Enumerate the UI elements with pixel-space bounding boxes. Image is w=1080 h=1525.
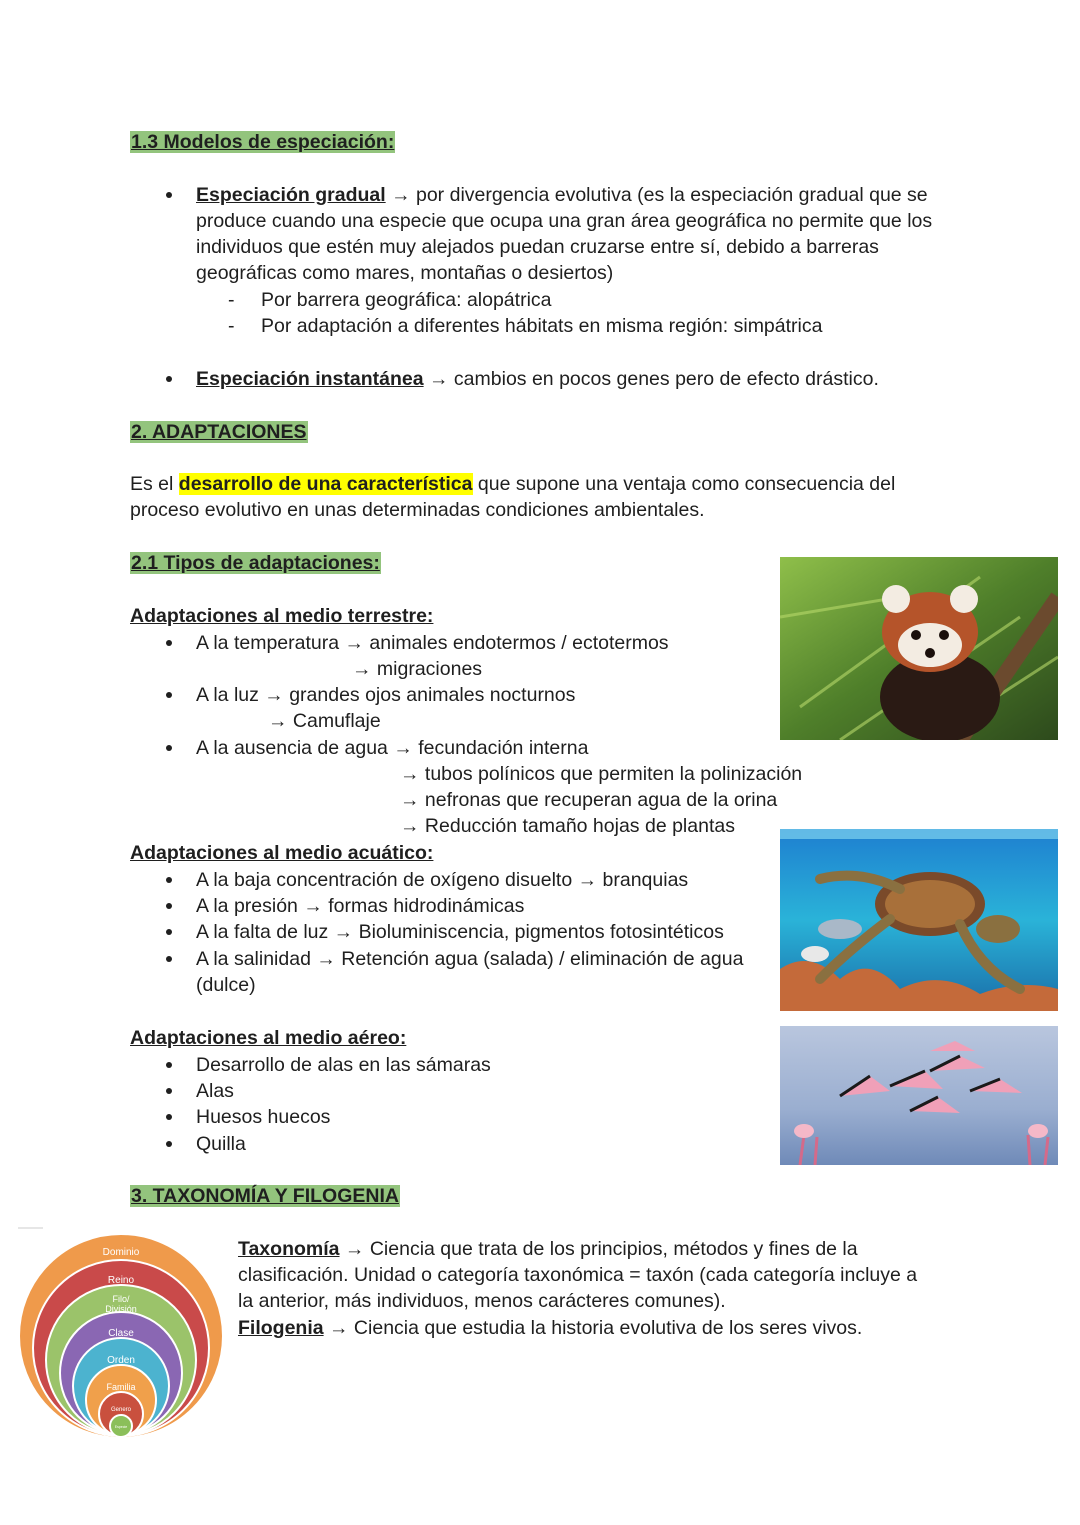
- terrestre-item-agua: A la ausencia de agua → fecundación interna: [196, 737, 589, 759]
- highlighted-definition: desarrollo de una característica: [178, 473, 473, 495]
- gradual-line-1: Especiación gradual → por divergencia evolutiva (es la especiación gradual que se: [196, 184, 928, 206]
- flamingos-photo: [780, 1026, 1058, 1165]
- bullet: [166, 376, 172, 382]
- taxonomy-label-4: Clase: [108, 1328, 134, 1339]
- taxonomy-label-8: Especie: [114, 1425, 128, 1429]
- bullet: [166, 1062, 172, 1068]
- taxonomy-label-3: Filo/ División: [105, 1294, 137, 1314]
- section-heading-2-1: 2.1 Tipos de adaptaciones:: [131, 552, 380, 574]
- bullet: [166, 903, 172, 909]
- gradual-line-4: geográficas como mares, montañas o desiertos): [196, 262, 614, 284]
- adaptaciones-paragraph-line-1: Es el desarrollo de una característica que supone una ventaja como consecuencia del: [130, 473, 896, 495]
- taxonomy-diagram: [18, 1230, 228, 1442]
- bullet: [166, 929, 172, 935]
- section-heading-1-3: 1.3 Modelos de especiación:: [131, 131, 395, 153]
- bullet: [166, 745, 172, 751]
- bullet: [166, 640, 172, 646]
- red-panda-photo: [780, 557, 1058, 740]
- bullet: [166, 1088, 172, 1094]
- terrestre-item-luz: A la luz → grandes ojos animales nocturnos: [196, 684, 576, 706]
- bullet: [166, 692, 172, 698]
- bullet: [166, 1141, 172, 1147]
- terrestre-item-tubos: → tubos polínicos que permiten la polinización: [400, 763, 803, 785]
- terrestre-item-temperatura: A la temperatura → animales endotermos / ectotermos: [196, 632, 669, 654]
- taxonomy-label-7: Genero: [110, 1407, 132, 1413]
- acuatico-title: Adaptaciones al medio acuático:: [130, 842, 434, 864]
- aereo-item-huesos: Huesos huecos: [196, 1106, 331, 1128]
- bullet: [166, 956, 172, 962]
- instantanea-term: Especiación instantánea: [196, 368, 424, 390]
- terrestre-item-camuflaje: → Camuflaje: [268, 710, 381, 732]
- taxonomy-label-6: Familia: [106, 1382, 136, 1392]
- divider: [18, 1227, 43, 1229]
- aereo-item-alas: Alas: [196, 1080, 234, 1102]
- dash: -: [228, 315, 235, 337]
- sub-item-simpatrica: Por adaptación a diferentes hábitats en misma región: simpátrica: [261, 315, 823, 337]
- terrestre-item-migraciones: → migraciones: [352, 658, 483, 680]
- aereo-item-samaras: Desarrollo de alas en las sámaras: [196, 1054, 491, 1076]
- filogenia-term: Filogenia: [238, 1317, 324, 1339]
- taxonomy-label-2: Reino: [107, 1275, 135, 1286]
- bullet: [166, 877, 172, 883]
- terrestre-item-nefronas: → nefronas que recuperan agua de la orina: [400, 789, 778, 811]
- acuatico-item-dulce: (dulce): [196, 974, 256, 996]
- taxonomia-line-1: Taxonomía → Ciencia que trata de los principios, métodos y fines de la: [238, 1238, 858, 1260]
- instantanea-line: Especiación instantánea → cambios en pocos genes pero de efecto drástico.: [196, 368, 879, 390]
- bullet: [166, 192, 172, 198]
- section-heading-3: 3. TAXONOMÍA Y FILOGENIA: [131, 1185, 399, 1207]
- bullet: [166, 1114, 172, 1120]
- sub-item-alopatrica: Por barrera geográfica: alopátrica: [261, 289, 552, 311]
- taxonomia-line-2: clasificación. Unidad o categoría taxonómica = taxón (cada categoría incluye a: [238, 1264, 918, 1286]
- acuatico-item-salinidad: A la salinidad → Retención agua (salada) / eliminación de agua: [196, 948, 744, 970]
- acuatico-item-presion: A la presión → formas hidrodinámicas: [196, 895, 525, 917]
- gradual-term: Especiación gradual: [196, 184, 386, 206]
- terrestre-title: Adaptaciones al medio terrestre:: [130, 605, 434, 627]
- terrestre-item-hojas: → Reducción tamaño hojas de plantas: [400, 815, 735, 837]
- taxonomy-label-1: Dominio: [102, 1247, 140, 1258]
- filogenia-line: Filogenia → Ciencia que estudia la historia evolutiva de los seres vivos.: [238, 1317, 863, 1339]
- acuatico-item-luz: A la falta de luz → Bioluminiscencia, pigmentos fotosintéticos: [196, 921, 724, 943]
- gradual-line-2: produce cuando una especie que ocupa una gran área geográfica no permite que los: [196, 210, 933, 232]
- taxonomia-term: Taxonomía: [238, 1238, 340, 1260]
- dash: -: [228, 289, 235, 311]
- acuatico-item-oxigeno: A la baja concentración de oxígeno disuelto → branquias: [196, 869, 689, 891]
- taxonomy-label-5: Orden: [107, 1355, 135, 1366]
- taxonomia-line-3: la anterior, más individuos, menos carácteres comunes).: [238, 1290, 726, 1312]
- section-heading-2: 2. ADAPTACIONES: [131, 421, 307, 443]
- aereo-item-quilla: Quilla: [196, 1133, 246, 1155]
- sea-turtle-photo: [780, 829, 1058, 1011]
- aereo-title: Adaptaciones al medio aéreo:: [130, 1027, 407, 1049]
- gradual-line-3: individuos que estén muy alejados puedan cruzarse entre sí, debido a barreras: [196, 236, 879, 258]
- adaptaciones-paragraph-line-2: proceso evolutivo en unas determinadas condiciones ambientales.: [130, 499, 705, 521]
